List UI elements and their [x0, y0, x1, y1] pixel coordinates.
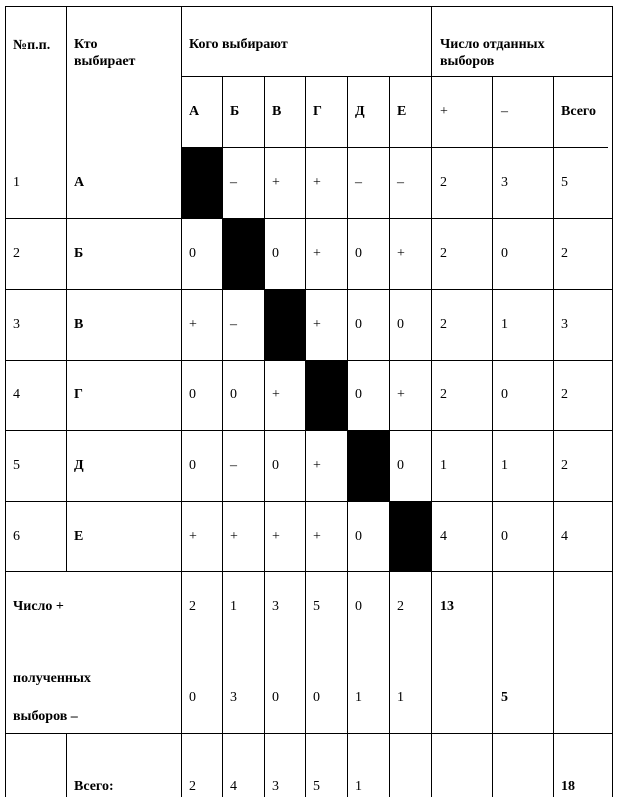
- cell: –: [230, 317, 237, 332]
- cell: +: [313, 175, 321, 190]
- column-total: Всего: [561, 104, 596, 119]
- table-border-right: [612, 6, 613, 797]
- cell: +: [397, 246, 405, 261]
- table-border-top: [5, 6, 613, 7]
- row-name: Б: [74, 246, 84, 261]
- cell: –: [355, 175, 362, 190]
- header-given: выборов: [440, 54, 495, 69]
- received-minus-sum: 5: [501, 690, 508, 705]
- subheader-divider: [181, 147, 608, 148]
- column-letter: А: [189, 104, 200, 119]
- column-divider: [389, 76, 390, 797]
- received-plus-label: Число +: [13, 599, 64, 614]
- cell: 0: [272, 246, 279, 261]
- received-plus-value: 0: [355, 599, 362, 614]
- column-minus: –: [501, 104, 508, 119]
- row-num: 3: [13, 317, 20, 332]
- diagonal-cell: [348, 431, 389, 501]
- cell-total: 2: [561, 246, 568, 261]
- cell: 0: [355, 387, 362, 402]
- header-who: Кто: [74, 37, 98, 52]
- cell: 0: [272, 458, 279, 473]
- received-minus-value: 1: [355, 690, 362, 705]
- cell: 0: [189, 458, 196, 473]
- cell: –: [397, 175, 404, 190]
- row-num: 2: [13, 246, 20, 261]
- column-letter: Б: [230, 104, 240, 119]
- column-divider: [181, 6, 182, 797]
- diagonal-cell: [182, 148, 222, 218]
- cell: 0: [355, 246, 362, 261]
- totals-value: 5: [313, 779, 320, 794]
- totals-value: 2: [189, 779, 196, 794]
- column-letter: Е: [397, 104, 407, 119]
- column-letter: Г: [313, 104, 322, 119]
- row-name: В: [74, 317, 84, 332]
- received-minus-label: полученных: [13, 671, 91, 686]
- cell-total: 2: [561, 458, 568, 473]
- row-name: Г: [74, 387, 83, 402]
- totals-value: 1: [355, 779, 362, 794]
- received-plus-value: 1: [230, 599, 237, 614]
- cell: 0: [397, 458, 404, 473]
- row-divider: [5, 571, 613, 572]
- cell: +: [313, 529, 321, 544]
- cell: +: [313, 246, 321, 261]
- column-divider: [264, 76, 265, 797]
- cell: –: [230, 175, 237, 190]
- header-given: Число отданных: [440, 37, 545, 52]
- column-divider: [492, 76, 493, 797]
- received-minus-value: 3: [230, 690, 237, 705]
- header-num: №п.п.: [13, 38, 51, 53]
- row-num: 5: [13, 458, 20, 473]
- header-who: выбирает: [74, 54, 136, 69]
- cell: +: [272, 175, 280, 190]
- cell: +: [272, 529, 280, 544]
- cell-minus: 1: [501, 458, 508, 473]
- cell-minus: 1: [501, 317, 508, 332]
- received-plus-value: 2: [397, 599, 404, 614]
- received-plus-value: 3: [272, 599, 279, 614]
- diagonal-cell: [265, 290, 305, 360]
- received-minus-value: 0: [272, 690, 279, 705]
- row-divider: [5, 430, 613, 431]
- cell: 0: [355, 529, 362, 544]
- cell: +: [272, 387, 280, 402]
- cell-minus: 0: [501, 529, 508, 544]
- column-divider: [431, 6, 432, 797]
- cell-minus: 0: [501, 246, 508, 261]
- row-divider: [5, 733, 613, 734]
- received-minus-label: выборов –: [13, 709, 78, 724]
- column-divider: [66, 733, 67, 797]
- received-minus-value: 0: [189, 690, 196, 705]
- received-plus-value: 5: [313, 599, 320, 614]
- column-plus: +: [440, 104, 448, 119]
- received-minus-value: 1: [397, 690, 404, 705]
- received-plus-value: 2: [189, 599, 196, 614]
- cell: 0: [230, 387, 237, 402]
- header-whom: Кого выбирают: [189, 37, 288, 52]
- totals-value: 3: [272, 779, 279, 794]
- cell: 0: [189, 387, 196, 402]
- cell: 0: [355, 317, 362, 332]
- cell: +: [189, 317, 197, 332]
- row-name: Д: [74, 458, 84, 473]
- row-num: 6: [13, 529, 20, 544]
- diagonal-cell: [390, 502, 431, 571]
- diagonal-cell: [223, 219, 264, 289]
- row-name: А: [74, 175, 85, 190]
- cell: +: [313, 458, 321, 473]
- cell: 0: [397, 317, 404, 332]
- table-border-left: [5, 6, 6, 797]
- cell: +: [189, 529, 197, 544]
- cell: +: [397, 387, 405, 402]
- row-num: 4: [13, 387, 20, 402]
- cell-minus: 0: [501, 387, 508, 402]
- column-letter: Д: [355, 104, 365, 119]
- cell-total: 3: [561, 317, 568, 332]
- cell-minus: 3: [501, 175, 508, 190]
- totals-sum: 18: [561, 779, 575, 794]
- cell-plus: 2: [440, 175, 447, 190]
- row-divider: [5, 289, 613, 290]
- received-plus-sum: 13: [440, 599, 454, 614]
- column-divider: [305, 76, 306, 797]
- row-num: 1: [13, 175, 20, 190]
- cell-plus: 4: [440, 529, 447, 544]
- cell: –: [230, 458, 237, 473]
- cell-plus: 2: [440, 387, 447, 402]
- totals-label: Всего:: [74, 779, 114, 794]
- cell-total: 4: [561, 529, 568, 544]
- column-divider: [66, 6, 67, 572]
- header-divider: [181, 76, 613, 77]
- column-letter: В: [272, 104, 282, 119]
- row-name: Е: [74, 529, 84, 544]
- received-minus-value: 0: [313, 690, 320, 705]
- row-divider: [5, 501, 613, 502]
- cell-plus: 2: [440, 246, 447, 261]
- row-divider: [5, 218, 613, 219]
- cell-plus: 2: [440, 317, 447, 332]
- cell-total: 5: [561, 175, 568, 190]
- column-divider: [553, 76, 554, 797]
- cell-plus: 1: [440, 458, 447, 473]
- diagonal-cell: [306, 361, 347, 430]
- cell: 0: [189, 246, 196, 261]
- totals-value: 4: [230, 779, 237, 794]
- column-divider: [222, 76, 223, 797]
- cell-total: 2: [561, 387, 568, 402]
- cell: +: [313, 317, 321, 332]
- cell: +: [230, 529, 238, 544]
